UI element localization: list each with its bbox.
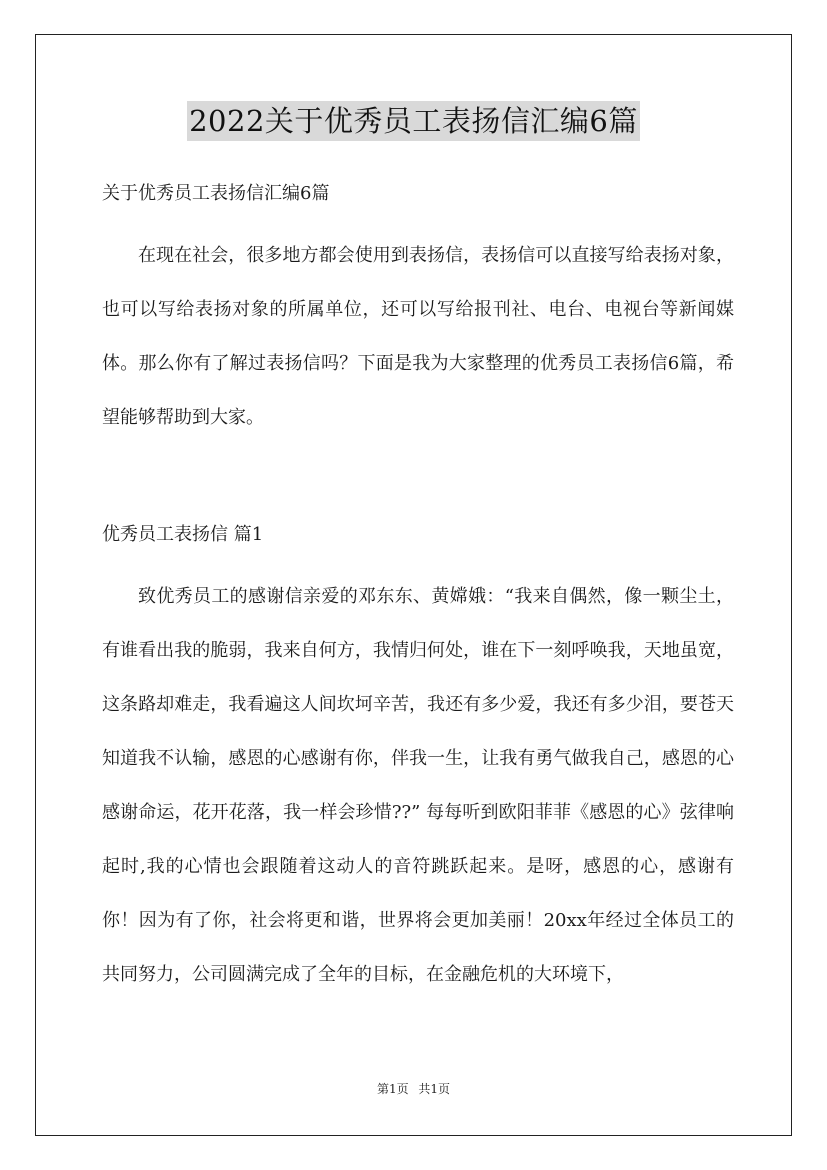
section-body-paragraph: 致优秀员工的感谢信亲爱的邓东东、黄嫦娥：“我来自偶然，像一颗尘土，有谁看出我的脆弱，我来自何方，我情归何处，谁在下一刻呼唤我，天地虽宽，这条路却难走，我看遍这人间坎坷辛苦，我还有多少爱，我还有多少泪，要苍天知道我不认输，感恩的心感谢有你，伴我一生，让我有勇气做我自己，感恩的心感谢命运，花开花落，我一样会珍惜??” 每每听到欧阳菲菲《感恩的心》弦律响起时,我的心情也会跟随着这动人的音符跳跃起来。是呀，感恩的心，感谢有你！因为有了你，社会将更和谐，世界将会更加美丽！20xx年经过全体员工的共同努力，公司圆满完成了全年的目标，在金融危机的大环境下， [102,586,734,985]
page-number: 第1页 [376,1082,409,1096]
document-title: 2022关于优秀员工表扬信汇编6篇 [187,101,640,141]
page-footer [0,1080,827,1097]
title-container [0,101,827,141]
intro-paragraph: 在现在社会，很多地方都会使用到表扬信，表扬信可以直接写给表扬对象，也可以写给表扬对象的所属单位，还可以写给报刊社、电台、电视台等新闻媒体。那么你有了解过表扬信吗？下面是我为大家整理的优秀员工表扬信6篇，希望能够帮助到大家。 [102,245,734,428]
document-subtitle: 关于优秀员工表扬信汇编6篇 [102,183,330,204]
document-body [102,176,734,1002]
page-total: 共1页 [418,1082,451,1096]
section-heading: 优秀员工表扬信 篇1 [102,524,264,545]
